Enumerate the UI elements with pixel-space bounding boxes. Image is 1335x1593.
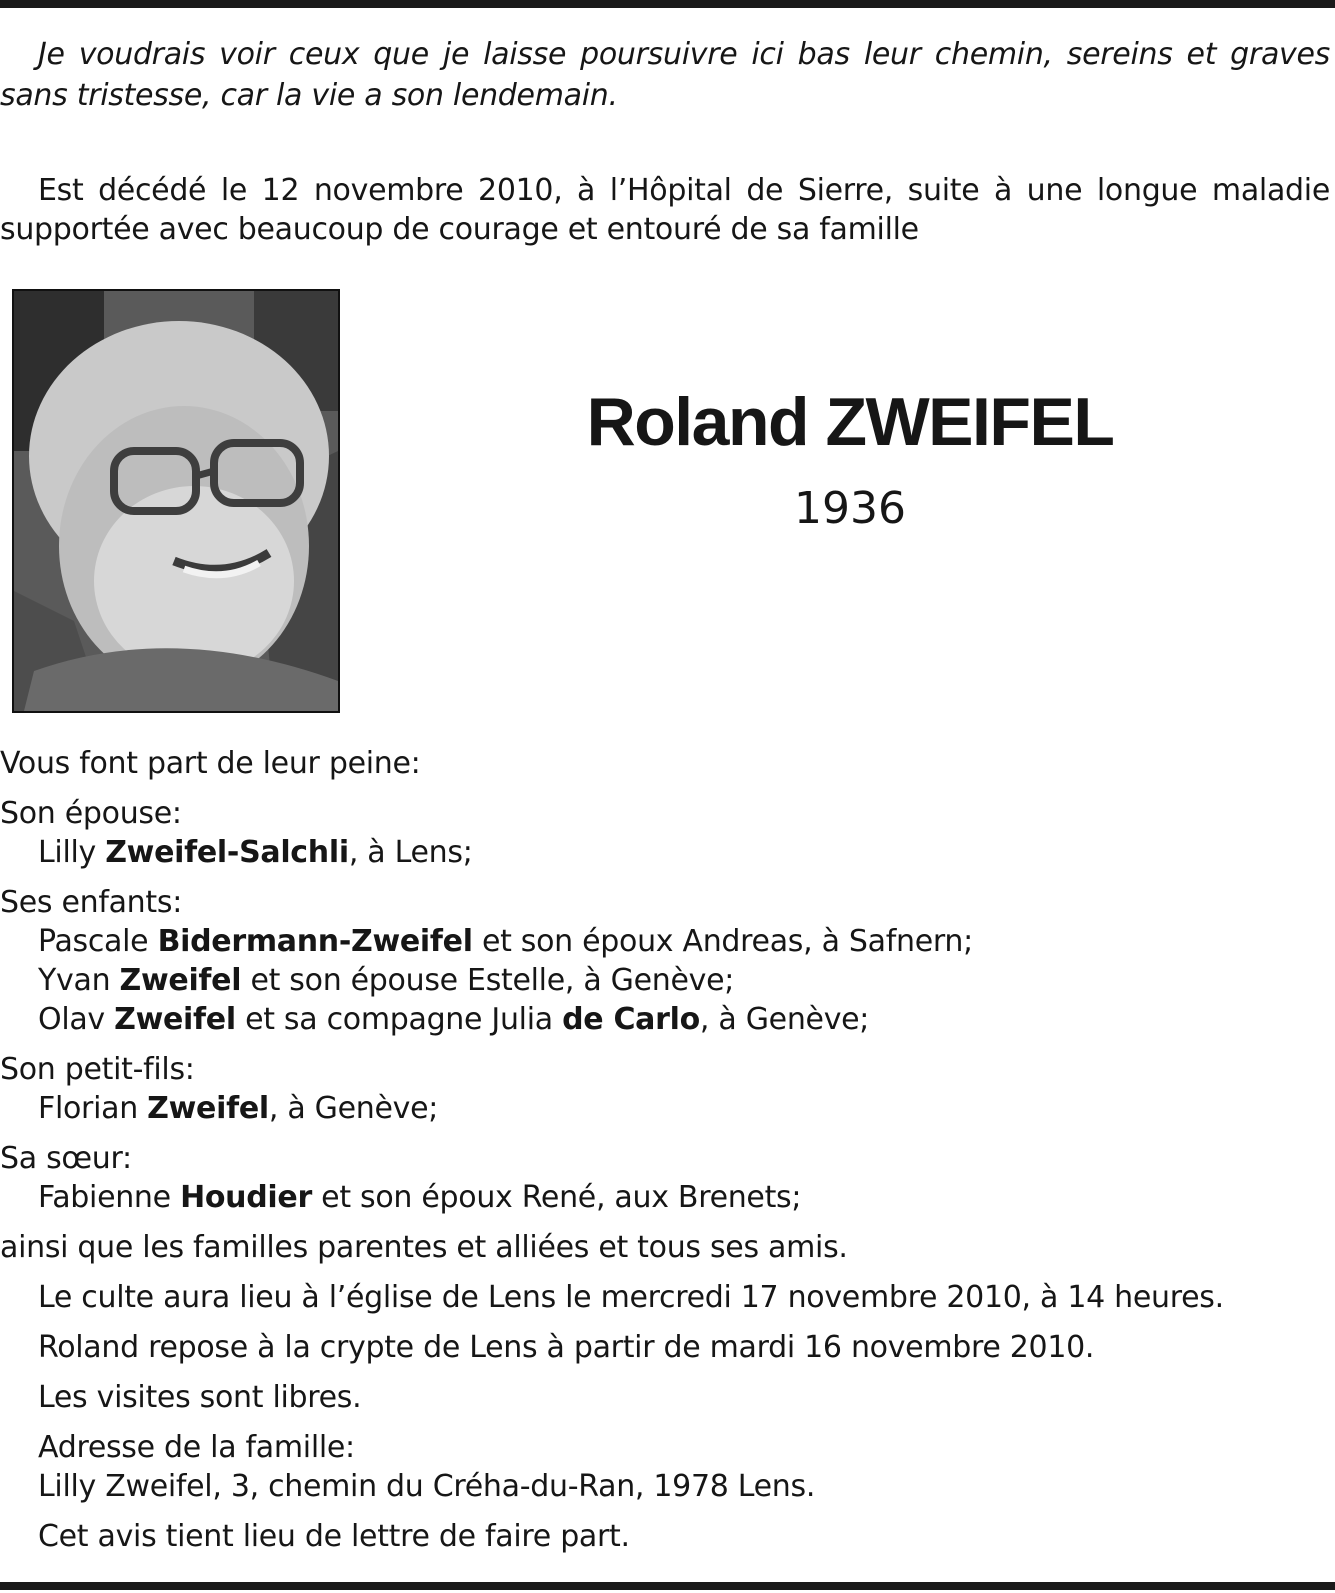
crypt-info: Roland repose à la crypte de Lens à partir de mardi 16 novembre 2010.: [38, 1330, 1095, 1365]
poem-quote: Je voudrais voir ceux que je laisse poursuivre ici bas leur chemin, sereins et graves sans tristesse, car la vie a son lendemain.: [0, 37, 1330, 113]
child-first-name: Pascale: [38, 924, 149, 959]
spouse-detail: , à Lens;: [348, 835, 473, 870]
death-announcement: Est décédé le 12 novembre 2010, à l’Hôpital de Sierre, suite à une longue maladie supportée avec beaucoup de courage et entouré de sa famille: [0, 173, 1330, 247]
families-line: ainsi que les familles parentes et alliées et tous ses amis.: [0, 1230, 848, 1265]
grandson-detail: , à Genève;: [268, 1091, 439, 1126]
child-last-name: Zweifel: [119, 963, 242, 998]
spouse-first-name: Lilly: [38, 835, 96, 870]
mourners-intro: Vous font part de leur peine:: [0, 746, 421, 781]
child-detail: et son épouse Estelle, à Genève;: [241, 963, 735, 998]
deceased-name: Roland ZWEIFEL: [586, 384, 1114, 460]
grandson-last-name: Zweifel: [147, 1091, 269, 1126]
grandson-heading: Son petit-fils:: [0, 1052, 195, 1087]
children-heading: Ses enfants:: [0, 885, 182, 920]
child-entry: [0, 922, 1330, 961]
child-entry: [0, 961, 1330, 1000]
sister-first-name: Fabienne: [38, 1180, 171, 1215]
address-label: Adresse de la famille:: [38, 1430, 355, 1465]
partner-last-name: de Carlo: [562, 1002, 700, 1037]
child-last-name: Zweifel: [114, 1002, 236, 1037]
grandson-first-name: Florian: [38, 1091, 138, 1126]
portrait-photo: [12, 289, 340, 713]
sister-last-name: Houdier: [180, 1180, 312, 1215]
service-info: Le culte aura lieu à l’église de Lens le mercredi 17 novembre 2010, à 14 heures.: [38, 1280, 1224, 1315]
child-entry: [0, 1000, 1330, 1039]
child-detail: et sa compagne Julia: [235, 1002, 553, 1037]
spouse-last-name: Zweifel-Salchli: [105, 835, 349, 870]
child-location: , à Genève;: [699, 1002, 870, 1037]
bottom-rule: [0, 1582, 1335, 1590]
notice-body: [0, 744, 1330, 1556]
spouse-entry: [0, 833, 1330, 872]
child-detail: et son époux Andreas, à Safnern;: [472, 924, 973, 959]
sister-heading: Sa sœur:: [0, 1141, 132, 1176]
child-first-name: Olav: [38, 1002, 105, 1037]
spouse-heading: Son épouse:: [0, 796, 182, 831]
closing-note: Cet avis tient lieu de lettre de faire part.: [38, 1519, 630, 1554]
sister-entry: [0, 1178, 1330, 1217]
birth-year: 1936: [794, 483, 906, 534]
visits-info: Les visites sont libres.: [38, 1380, 362, 1415]
child-last-name: Bidermann-Zweifel: [157, 924, 473, 959]
sister-detail: et son époux René, aux Brenets;: [311, 1180, 802, 1215]
top-rule: [0, 0, 1335, 8]
child-first-name: Yvan: [38, 963, 111, 998]
family-address: Lilly Zweifel, 3, chemin du Créha-du-Ran, 1978 Lens.: [38, 1469, 816, 1504]
grandson-entry: [0, 1089, 1330, 1128]
